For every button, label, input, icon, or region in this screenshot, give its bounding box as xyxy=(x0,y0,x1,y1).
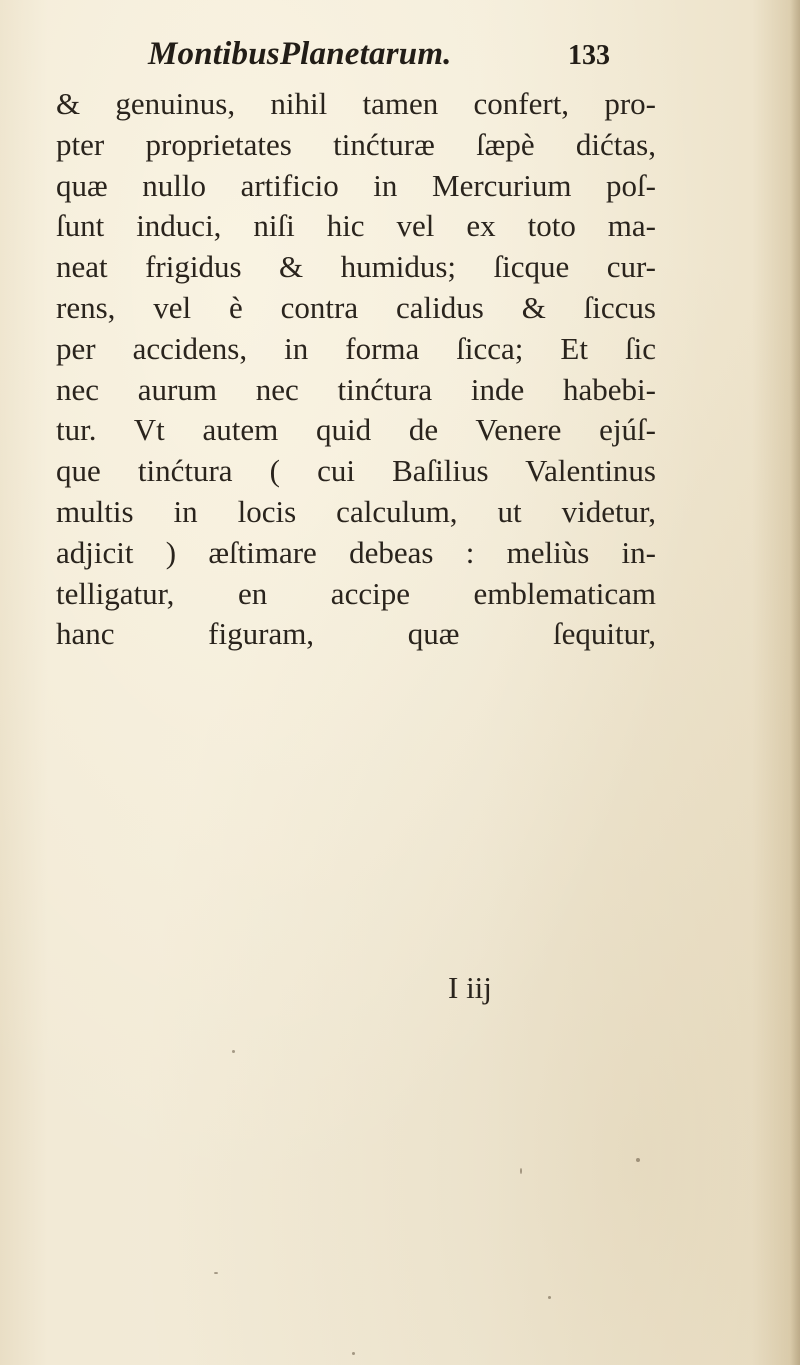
text-line: que tinćtura ( cui Baſilius Valentinus xyxy=(56,453,656,489)
page-number: 133 xyxy=(568,40,610,71)
paper-speck xyxy=(352,1352,355,1355)
signature-mark: I iij xyxy=(448,970,492,1005)
text-line: quæ nullo artificio in Mercurium poſ- xyxy=(56,167,656,203)
text-line: pter proprietates tinćturæ ſæpè dićtas, xyxy=(56,126,656,162)
running-head-title: MontibusPlanetarum. xyxy=(148,36,452,72)
text-line: per accidens, in forma ſicca; Et ſic xyxy=(56,330,656,366)
text-line: hanc figuram, quæ ſequitur, xyxy=(56,616,656,652)
paper-speck xyxy=(636,1158,640,1162)
running-head xyxy=(148,36,648,84)
text-line: & genuinus, nihil tamen confert, pro- xyxy=(56,86,656,121)
text-line: tur. Vt autem quid de Venere ejúſ- xyxy=(56,412,656,448)
text-line: rens, vel è contra calidus & ſiccus xyxy=(56,289,656,325)
text-line: telligatur, en accipe emblematicam xyxy=(56,575,656,611)
paper-speck xyxy=(520,1168,522,1174)
text-line: adjicit ) æſtimare debeas : meliùs in- xyxy=(56,534,656,570)
text-line: multis in locis calculum, ut videtur, xyxy=(56,493,656,529)
paper-speck xyxy=(232,1050,235,1053)
text-line: neat frigidus & humidus; ſicque cur- xyxy=(56,249,656,285)
paper-speck xyxy=(214,1272,218,1274)
paper-speck xyxy=(548,1296,551,1299)
page-edge xyxy=(790,0,800,1365)
text-line: ſunt induci, niſi hic vel ex toto ma- xyxy=(56,208,656,244)
text-line: nec aurum nec tinćtura inde habebi- xyxy=(56,371,656,407)
body-text xyxy=(56,84,656,655)
